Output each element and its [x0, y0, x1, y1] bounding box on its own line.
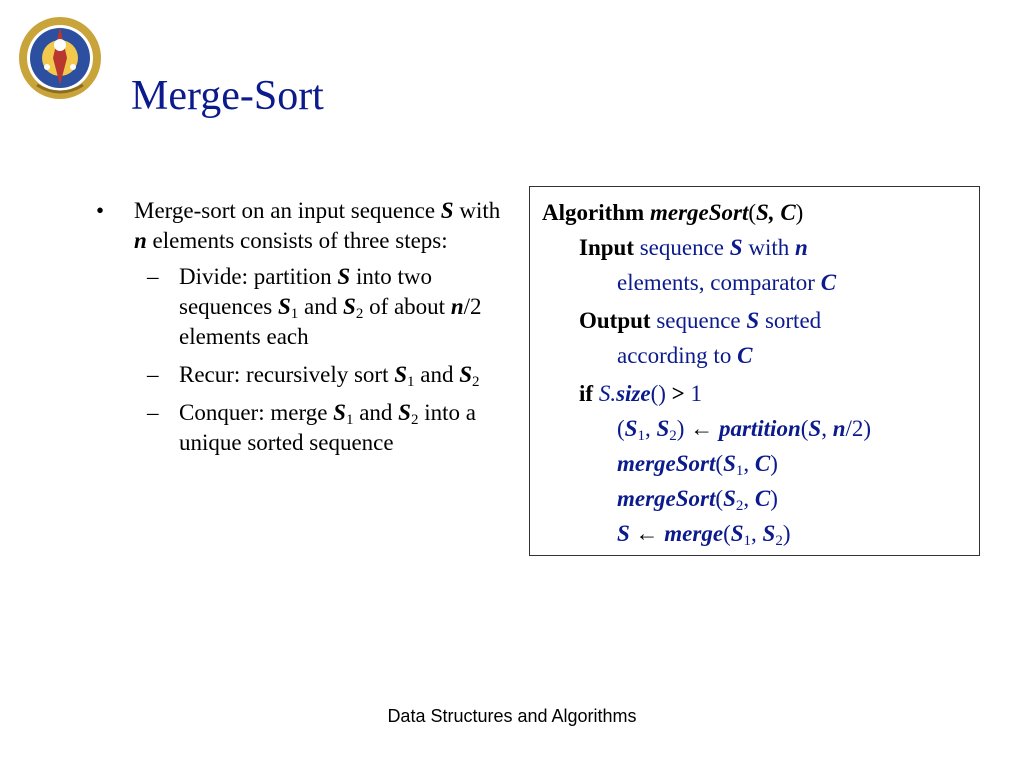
bullet-text: of about: [363, 294, 451, 319]
var-S1: S: [394, 362, 408, 387]
paren: ): [676, 416, 691, 441]
input-line: [542, 230, 967, 265]
input-text: with: [742, 235, 795, 260]
output-line-cont: [542, 338, 967, 373]
var-S2: S: [343, 294, 356, 319]
mergesort-call-2: [542, 481, 967, 516]
paren: ): [770, 486, 778, 511]
merge-line: [542, 516, 967, 551]
output-text: sequence: [650, 308, 747, 333]
bullet-divide: [96, 262, 506, 352]
var-S: S: [746, 308, 760, 333]
institute-emblem-icon: [17, 15, 103, 101]
var-S1: S: [278, 294, 291, 319]
var-S: S: [440, 198, 454, 223]
var-n: n: [794, 235, 808, 260]
var-S1: S: [333, 400, 346, 425]
bullet-text: with: [453, 198, 501, 223]
input-line-cont: [542, 265, 967, 300]
var-S2: S: [762, 521, 776, 546]
comma: ,: [743, 451, 755, 476]
subscript: 1: [290, 306, 299, 322]
bullet-main: [96, 196, 506, 256]
comma: ,: [743, 486, 755, 511]
var-S1: S: [624, 416, 638, 441]
var-C: C: [754, 486, 771, 511]
comma: ,: [821, 416, 833, 441]
bullet-marker: –: [147, 264, 159, 289]
output-text: sorted: [759, 308, 822, 333]
var-S: S: [337, 264, 351, 289]
bullet-text: Divide: partition: [179, 264, 338, 289]
subscript: 2: [355, 306, 364, 322]
paren: ): [782, 521, 791, 546]
algorithm-box: [529, 186, 980, 556]
bullet-conquer: [96, 398, 506, 458]
var-S2: S: [398, 400, 411, 425]
bullet-recur: [96, 360, 506, 390]
var-S: S: [808, 416, 822, 441]
var-n: n: [450, 294, 464, 319]
subscript: 1: [735, 463, 744, 479]
var-S: S: [617, 521, 630, 546]
paren: (: [723, 521, 731, 546]
paren: (: [715, 451, 724, 476]
function-merge: merge: [658, 521, 724, 546]
var-S1: S: [723, 451, 736, 476]
var-C: C: [737, 343, 753, 368]
var-S: S: [729, 235, 743, 260]
assign-arrow: ←: [629, 521, 659, 546]
partition-line: [542, 411, 967, 446]
bullet-text: and: [353, 400, 399, 425]
bullet-text: /2 elements each: [179, 294, 482, 349]
function-args: S, C: [756, 200, 796, 225]
subscript: 2: [775, 533, 783, 549]
input-text: elements, comparator: [617, 270, 821, 295]
var-S1: S: [730, 521, 744, 546]
bullet-marker: –: [147, 362, 159, 387]
function-mergesort: mergeSort: [617, 451, 716, 476]
bullet-text: and: [298, 294, 344, 319]
page-title: Merge-Sort: [131, 73, 324, 119]
partition-rest: /2): [845, 416, 872, 441]
subscript: 2: [669, 428, 677, 444]
method-size: size: [616, 381, 651, 406]
comma: ,: [751, 521, 763, 546]
paren: (: [617, 416, 625, 441]
comma: ,: [644, 416, 657, 441]
number: 1: [684, 381, 702, 406]
bullet-text: into a unique sorted sequence: [179, 400, 476, 455]
bullet-text: Merge-sort on an input sequence: [134, 198, 441, 223]
bullet-list: [96, 196, 506, 466]
var-S2: S: [459, 362, 473, 387]
bullet-text: Recur: recursively sort: [179, 362, 395, 387]
assign-arrow: ←: [690, 416, 714, 441]
paren: (: [715, 486, 724, 511]
var-n: n: [832, 416, 846, 441]
bullet-marker: •: [96, 198, 105, 223]
if-line: [542, 376, 967, 411]
subscript: 2: [735, 498, 744, 514]
output-line: [542, 303, 967, 338]
subscript: 1: [637, 428, 645, 444]
bullet-marker: –: [147, 400, 159, 425]
subscript: 1: [345, 412, 354, 428]
bullet-text: elements consists of three steps:: [146, 228, 448, 253]
slide-footer: Data Structures and Algorithms: [387, 706, 637, 726]
var-C: C: [820, 270, 837, 295]
function-name: mergeSort: [649, 200, 749, 225]
bullet-text: into two sequences: [179, 264, 432, 319]
input-text: sequence: [633, 235, 730, 260]
var-C: C: [754, 451, 771, 476]
algorithm-header: [542, 195, 967, 230]
subscript: 1: [407, 374, 415, 390]
paren: (: [748, 200, 757, 225]
keyword-input: Input: [579, 235, 634, 260]
var-S2: S: [656, 416, 670, 441]
keyword-algorithm: Algorithm: [542, 200, 650, 225]
function-partition: partition: [713, 416, 801, 441]
var-S: S.: [593, 381, 617, 406]
subscript: 1: [743, 533, 752, 549]
operator-gt: >: [671, 381, 685, 406]
paren: (: [800, 416, 809, 441]
keyword-if: if: [579, 381, 594, 406]
var-S2: S: [723, 486, 736, 511]
var-n: n: [134, 228, 147, 253]
bullet-text: and: [414, 362, 460, 387]
paren: ): [770, 451, 778, 476]
bullet-text: Conquer: merge: [179, 400, 334, 425]
subscript: 2: [472, 374, 480, 390]
subscript: 2: [410, 412, 419, 428]
paren: ): [795, 200, 804, 225]
output-text: according to: [617, 343, 738, 368]
mergesort-call-1: [542, 446, 967, 481]
function-mergesort: mergeSort: [617, 486, 716, 511]
paren: (): [650, 381, 672, 406]
keyword-output: Output: [579, 308, 651, 333]
